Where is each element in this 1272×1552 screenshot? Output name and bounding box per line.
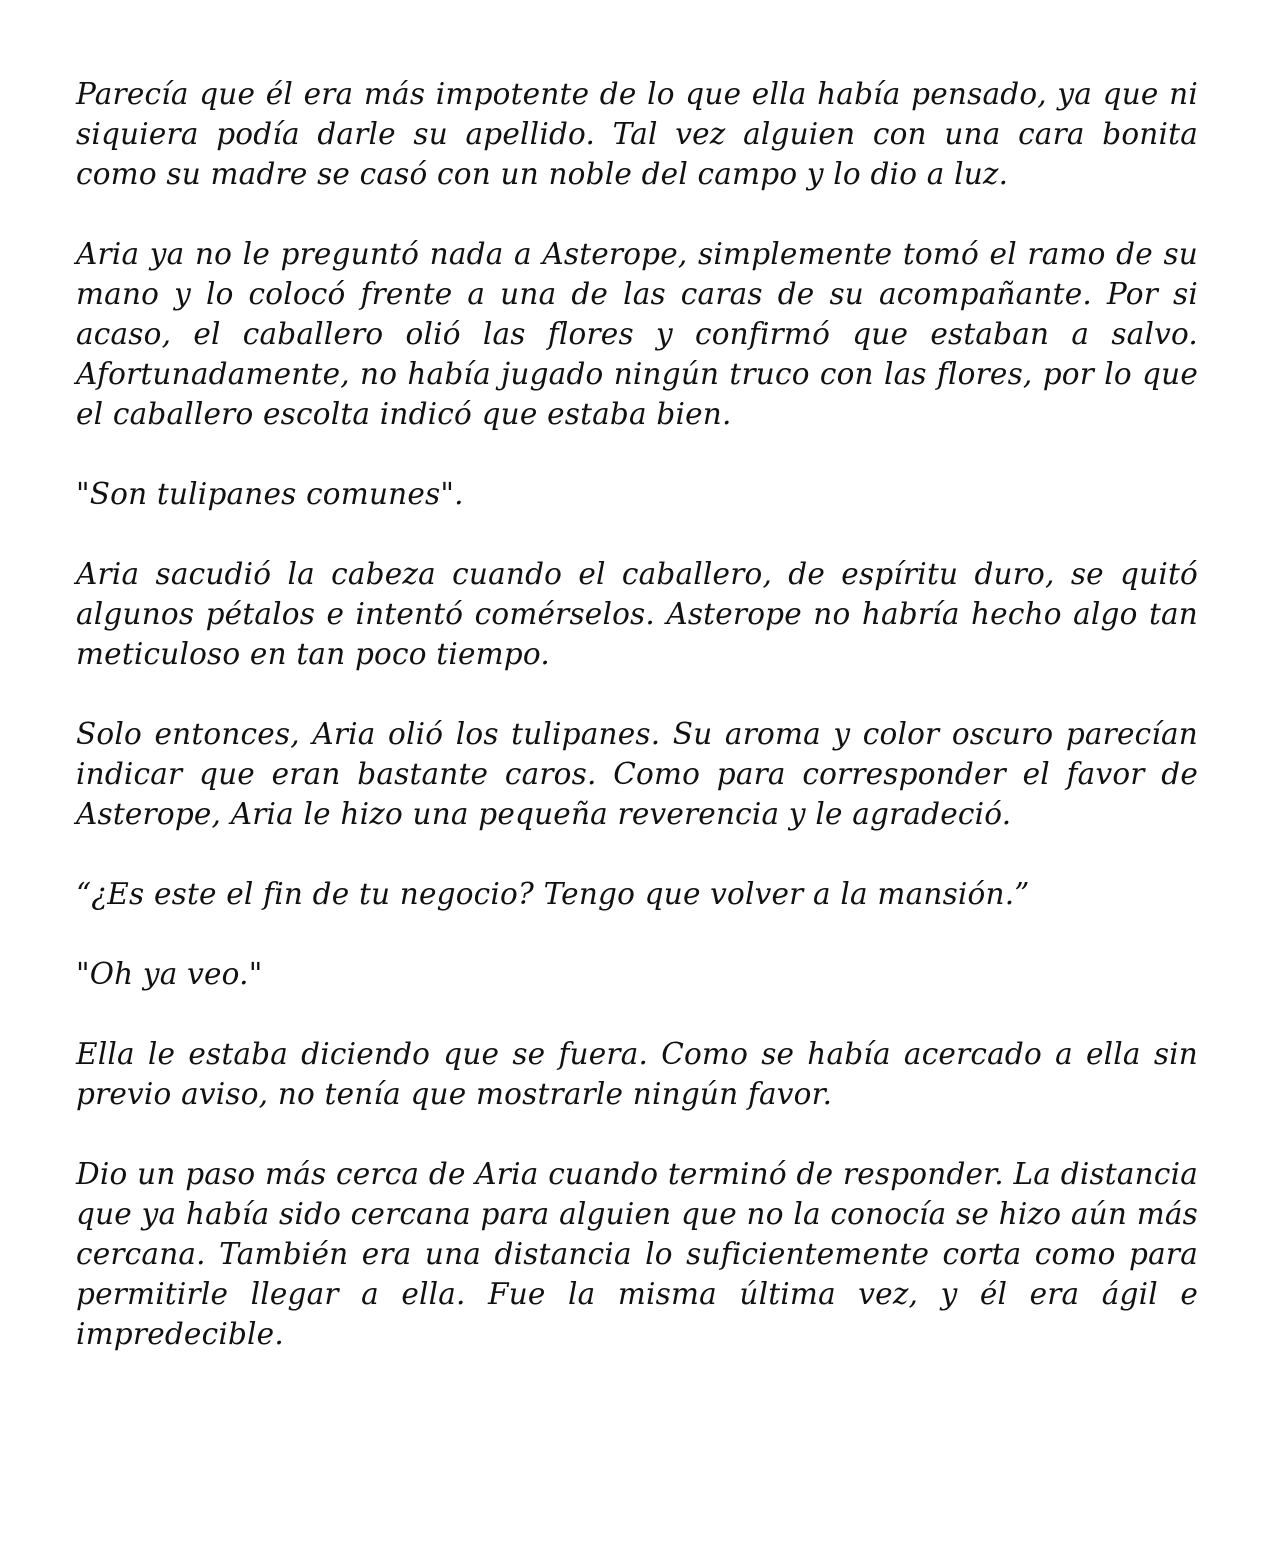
paragraph-9: Dio un paso más cerca de Aria cuando terminó de responder. La distancia que ya había sido cercana para alguien que no la conocía se hizo aún más cercana. También era una distancia lo suficientemente corta como para permitirle llegar a ella. Fue la misma última vez, y él era ágil e impredecible. — [76, 1157, 1198, 1351]
paragraph-3: "Son tulipanes comunes". — [76, 477, 464, 511]
paragraph-5: Solo entonces, Aria olió los tulipanes. Su aroma y color oscuro parecían indicar que eran bastante caros. Como para corresponder el favor de Asterope, Aria le hizo una pequeña reverencia y le agradeció. — [76, 717, 1198, 831]
document-page — [76, 74, 1198, 1394]
paragraph-4: Aria sacudió la cabeza cuando el caballero, de espíritu duro, se quitó algunos pétalos e intentó comérselos. Asterope no habría hecho algo tan meticuloso en tan poco tiempo. — [76, 557, 1198, 671]
paragraph-8: Ella le estaba diciendo que se fuera. Como se había acercado a ella sin previo aviso, no tenía que mostrarle ningún favor. — [76, 1037, 1198, 1111]
paragraph-7: "Oh ya veo." — [76, 957, 263, 991]
paragraph-2: Aria ya no le preguntó nada a Asterope, simplemente tomó el ramo de su mano y lo colocó frente a una de las caras de su acompañante. Por si acaso, el caballero olió las flores y confirmó que estaban a salvo. Afortunadamente, no había jugado ningún truco con las flores, por lo que el caballero escolta indicó que estaba bien. — [76, 237, 1198, 431]
paragraph-1: Parecía que él era más impotente de lo que ella había pensado, ya que ni siquiera podía darle su apellido. Tal vez alguien con una cara bonita como su madre se casó con un noble del campo y lo dio a luz. — [76, 77, 1198, 191]
paragraph-6: “¿Es este el fin de tu negocio? Tengo que volver a la mansión.” — [76, 877, 1030, 911]
